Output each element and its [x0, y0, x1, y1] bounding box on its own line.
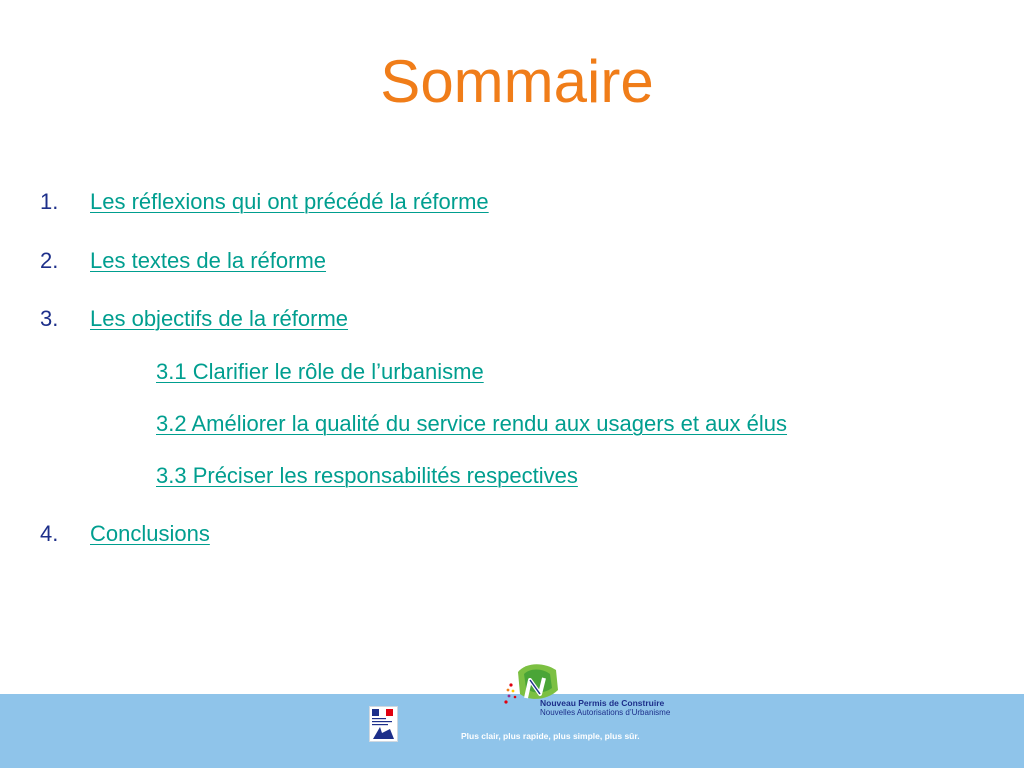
toc-link-objectifs[interactable]: Les objectifs de la réforme	[90, 306, 349, 331]
toc-item-number: 3.	[40, 306, 59, 331]
toc-link-textes[interactable]: Les textes de la réforme	[90, 248, 327, 273]
toc-item-number: 1.	[40, 189, 59, 214]
toc-link-ameliorer[interactable]: 3.2 Améliorer la qualité du service rendu aux usagers et aux élus	[156, 411, 788, 436]
brand-name: Nouveau Permis de Construire	[540, 698, 665, 708]
brand-subtitle: Nouvelles Autorisations d’Urbanisme	[540, 708, 671, 717]
footer-slogan: Plus clair, plus rapide, plus simple, plus sûr.	[461, 731, 640, 741]
toc-link-preciser[interactable]: 3.3 Préciser les responsabilités respectives	[156, 463, 578, 488]
toc-item-number: 2.	[40, 248, 59, 273]
toc-link-reflexions[interactable]: Les réflexions qui ont précédé la réforme	[90, 189, 489, 214]
republique-francaise-logo-icon	[369, 706, 398, 742]
toc-link-clarifier[interactable]: 3.1 Clarifier le rôle de l’urbanisme	[156, 359, 484, 384]
toc-item-number: 4.	[40, 521, 59, 546]
slide-title: Sommaire	[380, 48, 654, 115]
toc-link-conclusions[interactable]: Conclusions	[90, 521, 210, 546]
